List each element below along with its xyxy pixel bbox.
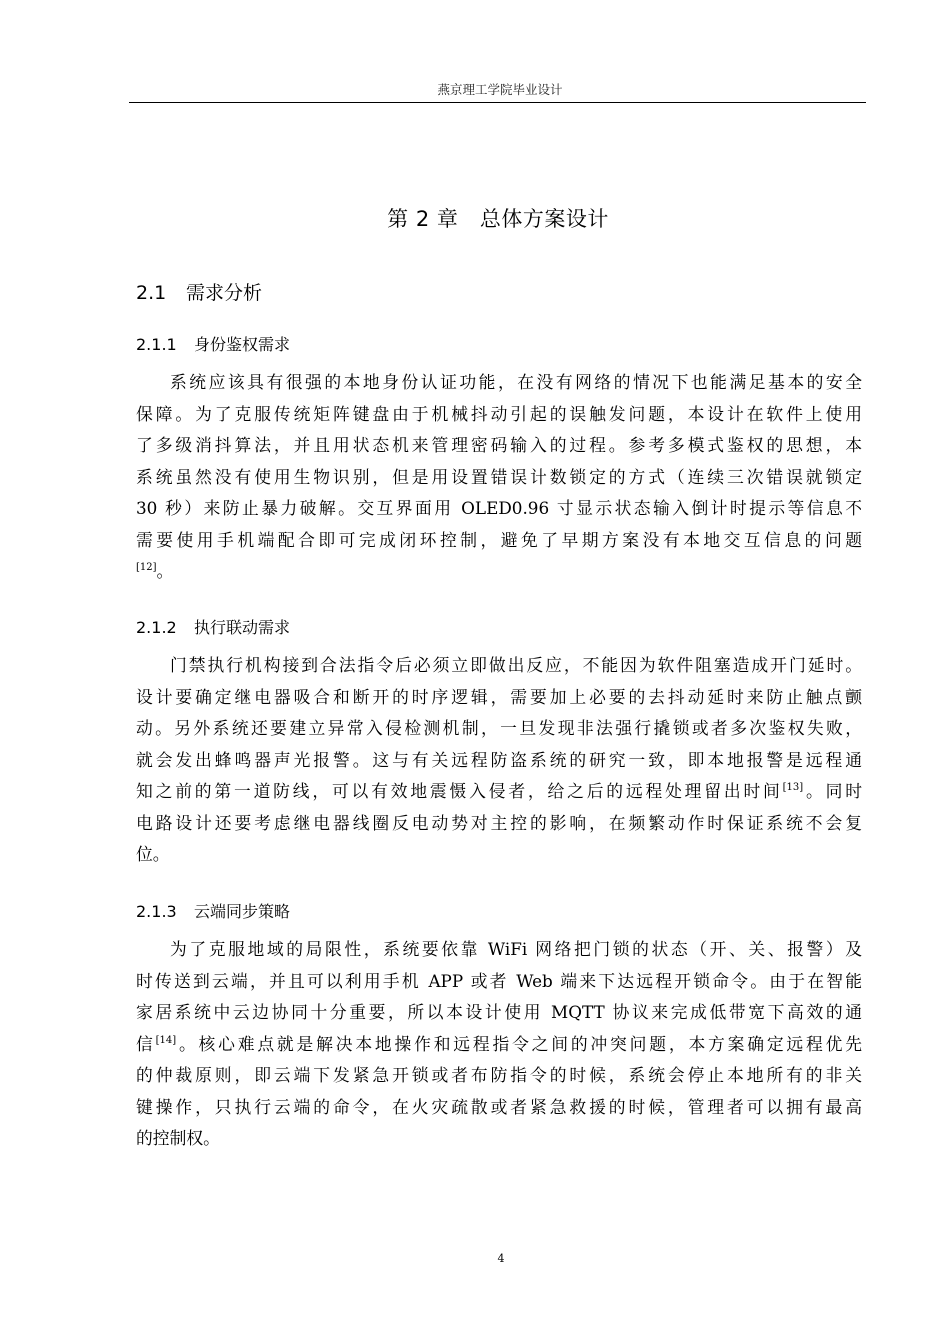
citation: [13] bbox=[782, 782, 804, 793]
text-line: 门禁执行机构接到合法指令后必须立即做出反应，不能因为软件阻塞造成开门延时。 bbox=[170, 655, 862, 675]
text-line: 系统虽然没有使用生物识别，但是用设置错误计数锁定的方式（连续三次错误就锁定 bbox=[136, 466, 862, 487]
subsection-title: 执行联动需求 bbox=[194, 618, 291, 637]
text-fragment: 信 bbox=[136, 1033, 156, 1054]
text-line bbox=[136, 556, 862, 588]
paragraph bbox=[136, 934, 862, 1155]
subsection-number: 2.1.1 bbox=[136, 335, 177, 354]
text-line: 需要使用手机端配合即可完成闭环控制，避免了早期方案没有本地交互信息的问题 bbox=[136, 529, 862, 550]
text-line: 动。另外系统还要建立异常入侵检测机制，一旦发现非法强行撬锁或者多次鉴权失败， bbox=[136, 718, 862, 738]
text-line: 为了克服地域的局限性，系统要依靠 WiFi 网络把门锁的状态（开、关、报警）及 bbox=[170, 939, 862, 959]
subsection-title: 云端同步策略 bbox=[194, 902, 291, 921]
citation: [14] bbox=[155, 1034, 177, 1046]
text-line: 设计要确定继电器吸合和断开的时序逻辑，需要加上必要的去抖动延时来防止触点颤 bbox=[136, 686, 862, 707]
section-heading bbox=[136, 278, 262, 305]
running-header: 燕京理工学院毕业设计 bbox=[437, 82, 563, 97]
chapter-title: 第 2 章 总体方案设计 bbox=[387, 207, 609, 231]
header-divider bbox=[129, 102, 866, 103]
text-fragment: 。核心难点就是解决本地操作和远程指令之间的冲突问题，本方案确定远程优先 bbox=[176, 1033, 862, 1054]
text-line: 位。 bbox=[136, 844, 170, 864]
text-fragment: 知之前的第一道防线，可以有效地震慑入侵者，给之后的远程处理留出时间 bbox=[136, 781, 783, 801]
text-line: 就会发出蜂鸣器声光报警。这与有关远程防盗系统的研究一致，即本地报警是远程通 bbox=[136, 749, 862, 770]
text-line bbox=[136, 1029, 862, 1061]
paragraph bbox=[136, 367, 862, 588]
text-line: 键操作，只执行云端的命令，在火灾疏散或者紧急救援的时候，管理者可以拥有最高 bbox=[136, 1096, 862, 1117]
subsection-heading bbox=[136, 899, 290, 922]
citation: [12] bbox=[136, 562, 157, 573]
text-line: 的仲裁原则，即云端下发紧急开锁或者布防指令的时候，系统会停止本地所有的非关 bbox=[136, 1065, 862, 1085]
subsection-title: 身份鉴权需求 bbox=[194, 335, 291, 354]
section-title: 需求分析 bbox=[186, 282, 263, 304]
text-fragment: 。同时 bbox=[803, 781, 862, 801]
text-line: 的控制权。 bbox=[136, 1128, 220, 1148]
subsection-heading bbox=[136, 615, 290, 638]
section-number: 2.1 bbox=[136, 282, 167, 304]
text-line: 电路设计还要考虑继电器线圈反电动势对主控的影响，在频繁动作时保证系统不会复 bbox=[136, 812, 862, 833]
text-line: 保障。为了克服传统矩阵键盘由于机械抖动引起的误触发问题，本设计在软件上使用 bbox=[136, 403, 862, 424]
subsection-number: 2.1.2 bbox=[136, 618, 177, 637]
subsection-heading bbox=[136, 332, 290, 355]
text-line: 时传送到云端，并且可以利用手机 APP 或者 Web 端来下达远程开锁命令。由于在智能 bbox=[136, 970, 862, 991]
subsection-number: 2.1.3 bbox=[136, 902, 177, 921]
text-line: 家居系统中云边协同十分重要，所以本设计使用 MQTT 协议来完成低带宽下高效的通 bbox=[136, 1002, 862, 1022]
text-line bbox=[136, 776, 862, 808]
page-number: 4 bbox=[497, 1252, 505, 1265]
paragraph bbox=[136, 650, 862, 871]
text-line: 了多级消抖算法，并且用状态机来管理密码输入的过程。参考多模式鉴权的思想，本 bbox=[136, 435, 862, 455]
text-line: 30 秒）来防止暴力破解。交互界面用 OLED0.96 寸显示状态输入倒计时提示等信息不 bbox=[136, 498, 862, 518]
text-line: 系统应该具有很强的本地身份认证功能，在没有网络的情况下也能满足基本的安全 bbox=[170, 372, 862, 392]
text-fragment: 。 bbox=[156, 561, 174, 581]
